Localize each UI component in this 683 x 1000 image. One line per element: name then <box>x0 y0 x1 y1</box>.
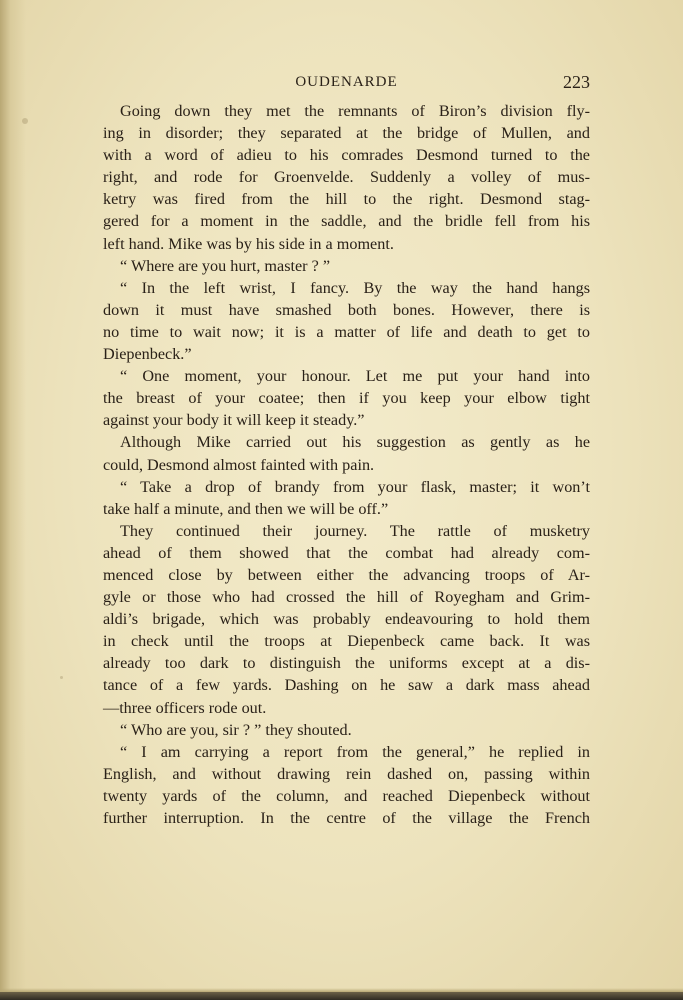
text-line: the breast of your coatee; then if you keep your elbow tight <box>103 389 590 408</box>
body-text <box>103 100 590 829</box>
text-line: “ One moment, your honour. Let me put your hand into <box>120 367 590 386</box>
text-line: against your body it will keep it steady.” <box>103 411 365 430</box>
text-line: tance of a few yards. Dashing on he saw a dark mass ahead <box>103 676 590 695</box>
text-line: “ In the left wrist, I fancy. By the way the hand hangs <box>120 278 590 297</box>
text-line: “ Take a drop of brandy from your flask, master; it won’t <box>120 477 590 496</box>
paper-speckle <box>60 676 63 679</box>
text-line: “ I am carrying a report from the general,” he replied in <box>120 742 590 761</box>
text-line: ahead of them showed that the combat had already com- <box>103 543 590 562</box>
text-line: They continued their journey. The rattle of musketry <box>120 521 590 540</box>
text-line: could, Desmond almost fainted with pain. <box>103 455 375 474</box>
text-line: gered for a moment in the saddle, and the bridle fell from his <box>103 212 590 231</box>
text-line: —three officers rode out. <box>103 698 267 717</box>
text-line: already too dark to distinguish the uniforms except at a dis- <box>103 654 590 673</box>
text-line: take half a minute, and then we will be off.” <box>103 499 389 518</box>
text-line: gyle or those who had crossed the hill of Royegham and Grim- <box>103 588 590 607</box>
text-line: Going down they met the remnants of Biron’s division fly- <box>120 102 590 120</box>
text-line: “ Where are you hurt, master ? ” <box>120 256 331 275</box>
text-line: further interruption. In the centre of the village the French <box>103 809 590 827</box>
text-line: “ Who are you, sir ? ” they shouted. <box>120 720 352 739</box>
text-line: down it must have smashed both bones. However, there is <box>103 300 590 319</box>
text-line: left hand. Mike was by his side in a moment. <box>103 234 394 253</box>
page-number: 223 <box>563 72 590 92</box>
text-line: English, and without drawing rein dashed on, passing within <box>103 764 590 783</box>
text-line: aldi’s brigade, which was probably endeavouring to hold them <box>103 610 590 629</box>
running-title: OUDENARDE <box>295 74 398 90</box>
text-line: in check until the troops at Diepenbeck came back. It was <box>103 632 590 651</box>
text-line: Although Mike carried out his suggestion as gently as he <box>120 433 590 452</box>
text-line: no time to wait now; it is a matter of life and death to get to <box>103 322 590 341</box>
page-bottom-edge <box>0 992 683 1000</box>
text-line: Diepenbeck.” <box>103 345 192 364</box>
spine-shadow <box>0 0 26 1000</box>
text-line: ing in disorder; they separated at the bridge of Mullen, and <box>103 124 590 143</box>
text-line: with a word of adieu to his comrades Desmond turned to the <box>103 146 590 165</box>
text-line: menced close by between either the advancing troops of Ar- <box>103 565 590 584</box>
text-line: ketry was fired from the hill to the right. Desmond stag- <box>103 190 590 209</box>
paper-speckle <box>22 118 28 124</box>
text-line: twenty yards of the column, and reached Diepenbeck without <box>103 786 590 805</box>
text-line: right, and rode for Groenvelde. Suddenly a volley of mus- <box>103 168 590 187</box>
page-header <box>103 72 590 96</box>
